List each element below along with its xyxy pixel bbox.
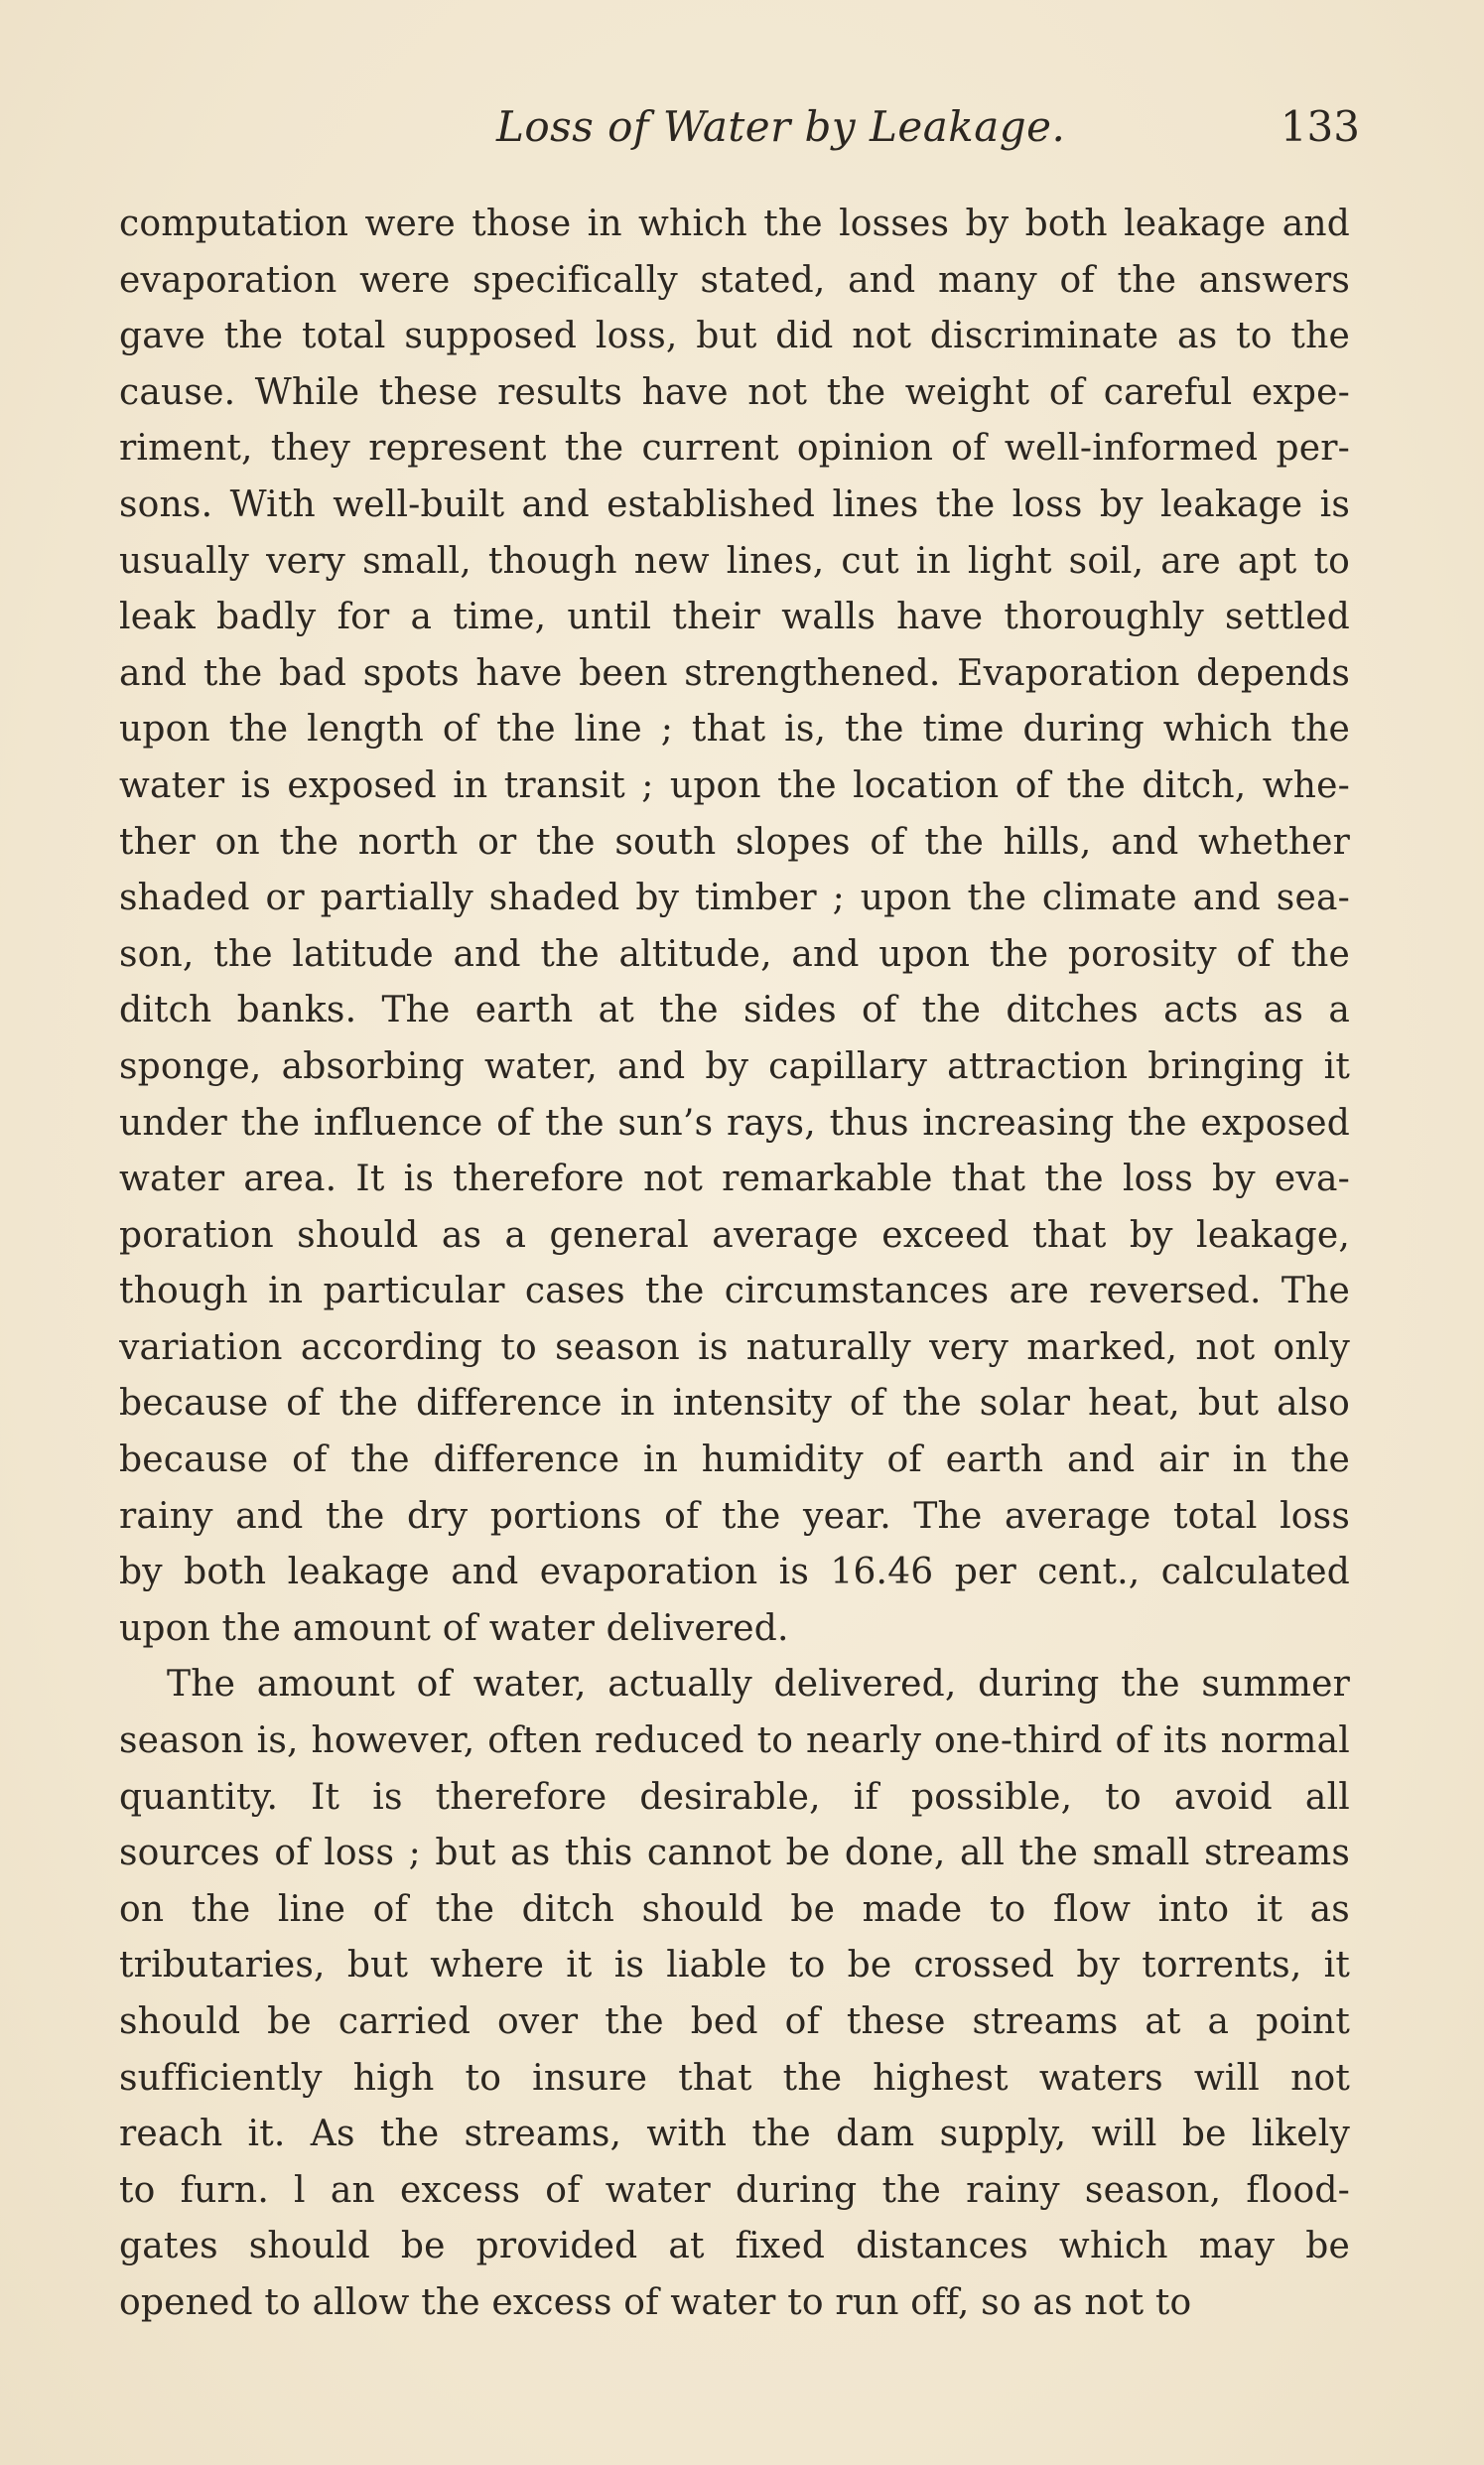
text-line: to furn. l an excess of water during the rainy season, flood- — [119, 2169, 1350, 2211]
text-line: gates should be provided at fixed distances which may be — [119, 2226, 1350, 2267]
text-line: variation according to season is naturally very marked, not only — [119, 1326, 1350, 1368]
running-title: Loss of Water by Leakage. — [496, 102, 1066, 151]
text-line: because of the difference in intensity of the solar heat, but also — [119, 1383, 1350, 1425]
text-line: and the bad spots have been strengthened. Evaporation depends — [119, 652, 1350, 694]
text-line: evaporation were specifically stated, and many of the answers — [119, 259, 1350, 301]
body-text — [119, 197, 1350, 2332]
text-line: sons. With well-built and established lines the loss by leakage is — [119, 483, 1350, 525]
text-line: quantity. It is therefore desirable, if possible, to avoid all — [119, 1776, 1350, 1818]
text-line: riment, they represent the current opinion of well-informed per- — [119, 428, 1350, 470]
text-line: upon the amount of water delivered. — [119, 1607, 789, 1649]
text-line: sources of loss ; but as this cannot be done, all the small streams — [119, 1833, 1350, 1874]
page-number: 133 — [1280, 102, 1360, 151]
text-line: tributaries, but where it is liable to be crossed by torrents, it — [119, 1945, 1350, 1986]
text-line: sponge, absorbing water, and by capillary attraction bringing it — [119, 1045, 1350, 1087]
text-line: usually very small, though new lines, cut in light soil, are apt to — [119, 540, 1350, 582]
text-line: leak badly for a time, until their walls have thoroughly settled — [119, 597, 1350, 638]
text-line: computation were those in which the losses by both leakage and — [119, 204, 1350, 244]
text-line: though in particular cases the circumstances are reversed. The — [119, 1271, 1350, 1312]
text-line: under the influence of the sun’s rays, thus increasing the exposed — [119, 1102, 1350, 1144]
text-line: season is, however, often reduced to nearly one-third of its normal — [119, 1720, 1350, 1762]
text-line: The amount of water, actually delivered, during the summer — [167, 1664, 1350, 1706]
text-line: upon the length of the line ; that is, the time during which the — [119, 709, 1350, 751]
text-line: son, the latitude and the altitude, and upon the porosity of the — [119, 933, 1350, 975]
text-line: on the line of the ditch should be made to flow into it as — [119, 1888, 1350, 1930]
text-line: gave the total supposed loss, but did not discriminate as to the — [119, 316, 1350, 357]
text-line: sufficiently high to insure that the highest waters will not — [119, 2057, 1350, 2099]
text-line: shaded or partially shaded by timber ; upon the climate and sea- — [119, 878, 1350, 919]
text-line: because of the difference in humidity of earth and air in the — [119, 1439, 1350, 1481]
text-line: water area. It is therefore not remarkable that the loss by eva- — [119, 1159, 1350, 1200]
text-line: opened to allow the excess of water to run off, so as not to — [119, 2281, 1192, 2323]
paragraph — [119, 197, 1350, 1657]
text-line: by both leakage and evaporation is 16.46 per cent., calculated — [119, 1552, 1350, 1593]
text-line: poration should as a general average exceed that by leakage, — [119, 1214, 1350, 1256]
paragraph — [119, 1657, 1350, 2331]
text-line: rainy and the dry portions of the year. The average total loss — [119, 1495, 1350, 1537]
text-line: ditch banks. The earth at the sides of the ditches acts as a — [119, 990, 1350, 1031]
text-line: should be carried over the bed of these streams at a point — [119, 2001, 1350, 2042]
text-line: reach it. As the streams, with the dam supply, will be likely — [119, 2114, 1350, 2155]
text-line: water is exposed in transit ; upon the location of the ditch, whe- — [119, 764, 1350, 806]
running-head — [119, 102, 1360, 162]
text-line: cause. While these results have not the weight of careful expe- — [119, 371, 1350, 413]
text-line: ther on the north or the south slopes of the hills, and whether — [119, 821, 1350, 863]
